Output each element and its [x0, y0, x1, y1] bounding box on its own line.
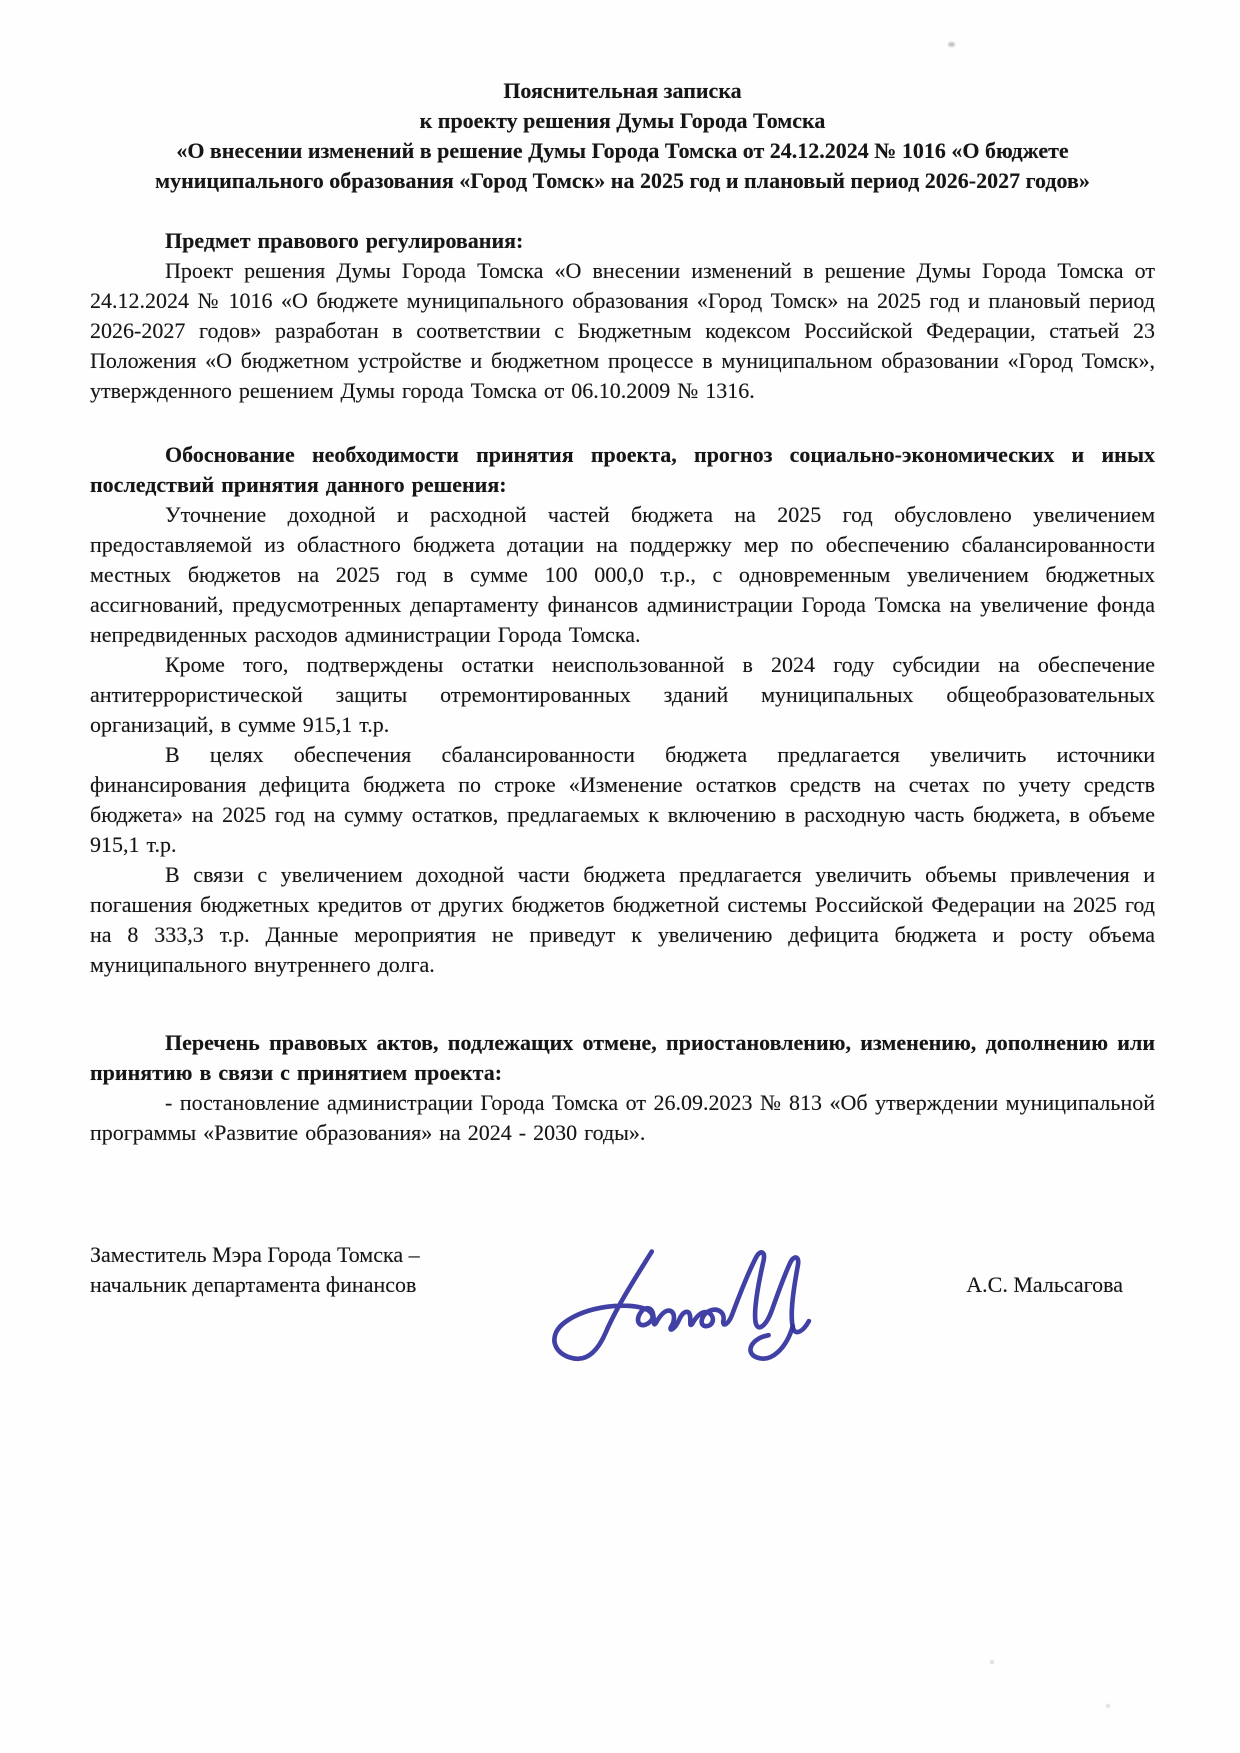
handwritten-signature-ink — [542, 1246, 824, 1380]
signatory-position-line-2: начальник департамента финансов — [90, 1272, 417, 1297]
section-heading-subject: Предмет правового регулирования: — [165, 228, 524, 253]
paragraph-revenue-adjustment: Уточнение доходной и расходной частей бюджета на 2025 год обусловлено увеличением предоставляемой из областного бюджета дотации на поддержку мер по обеспечению сбалансированности местных бюджетов на 2025 год в сумме 100 000,0 т.р., с одновременным увеличением бюджетных ассигнований, предусмотренных департаменту финансов администрации Города Томска на увеличение фонда непредвиденных расходов администрации Города Томска. — [90, 502, 1155, 647]
section-heading-justification: Обоснование необходимости принятия проекта, прогноз социально-экономических и иных последствий принятия данного решения: — [90, 442, 1155, 497]
title-line-3: «О внесении изменений в решение Думы Города Томска от 24.12.2024 № 1016 «О бюджете муниципального образования «Город Томск» на 2025 год и плановый период 2026-2027 годов» — [155, 138, 1090, 193]
signatory-position — [90, 1240, 560, 1300]
scan-artifact — [948, 42, 955, 47]
title-line-1: Пояснительная записка — [503, 78, 742, 103]
signatory-position-line-1: Заместитель Мэра Города Томска – — [90, 1242, 420, 1267]
paragraph-acts-item: - постановление администрации Города Томска от 26.09.2023 № 813 «Об утверждении муниципальной программы «Развитие образования» на 2024 - 2030 годы». — [90, 1090, 1155, 1145]
document-title — [90, 76, 1155, 196]
paragraph-subsidy-remainder: Кроме того, подтверждены остатки неиспользованной в 2024 году субсидии на обеспечение антитеррористической защиты отремонтированных зданий муниципальных общеобразовательных организаций, в сумме 915,1 т.р. — [90, 652, 1155, 737]
paragraph-deficit-sources: В целях обеспечения сбалансированности бюджета предлагается увеличить источники финансирования дефицита бюджета по строке «Изменение остатков средств на счетах по учету средств бюджета» на 2025 год на сумму остатков, предлагаемых к включению в расходную часть бюджета, в объеме 915,1 т.р. — [90, 742, 1155, 857]
signature-stroke-tail — [750, 1326, 792, 1359]
signature-stroke-main — [554, 1252, 809, 1359]
signature-block — [90, 1240, 1155, 1400]
signatory-name: А.С. Мальсагова — [966, 1272, 1123, 1297]
paragraph-budget-credits: В связи с увеличением доходной части бюджета предлагается увеличить объемы привлечения и погашения бюджетных кредитов от других бюджетов бюджетной системы Российской Федерации на 2025 год на 8 333,3 т.р. Данные мероприятия не приведут к увеличению дефицита бюджета и росту объема муниципального внутреннего долга. — [90, 862, 1155, 977]
scan-artifact — [990, 1660, 994, 1664]
section-heading-acts-list: Перечень правовых актов, подлежащих отмене, приостановлению, изменению, дополнению или принятию в связи с принятием проекта: — [90, 1030, 1155, 1085]
scan-artifact — [1106, 1704, 1110, 1708]
paragraph-subject-body: Проект решения Думы Города Томска «О внесении изменений в решение Думы Города Томска от 24.12.2024 № 1016 «О бюджете муниципального образования «Город Томск» на 2025 год и плановый период 2026-2027 годов» разработан в соответствии с Бюджетным кодексом Российской Федерации, статьей 23 Положения «О бюджетном устройстве и бюджетном процессе в муниципальном образовании «Город Томск», утвержденного решением Думы города Томска от 06.10.2009 № 1316. — [90, 258, 1155, 403]
title-line-2: к проекту решения Думы Города Томска — [419, 108, 826, 133]
